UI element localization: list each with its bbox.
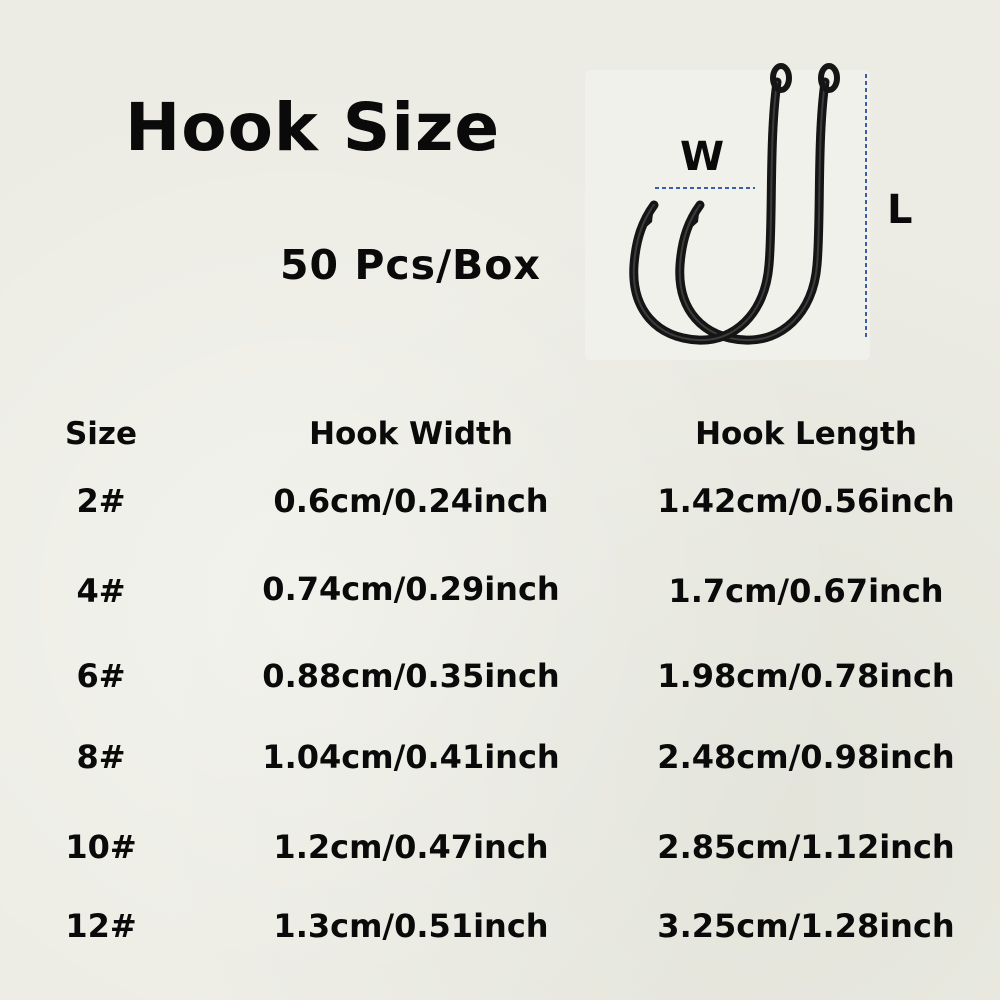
row-size: 6# xyxy=(76,657,126,695)
row-hook-width: 1.3cm/0.51inch xyxy=(273,907,549,945)
row-hook-length: 2.48cm/0.98inch xyxy=(657,738,955,776)
header-hook-width: Hook Width xyxy=(309,416,513,452)
row-hook-length: 2.85cm/1.12inch xyxy=(657,828,955,866)
row-hook-width: 1.04cm/0.41inch xyxy=(262,738,560,776)
header-hook-length: Hook Length xyxy=(695,416,917,452)
row-hook-length: 1.7cm/0.67inch xyxy=(668,572,944,610)
row-size: 2# xyxy=(76,482,126,520)
row-size: 12# xyxy=(65,907,137,945)
row-hook-width: 0.88cm/0.35inch xyxy=(262,657,560,695)
row-size: 10# xyxy=(65,828,137,866)
row-size: 8# xyxy=(76,738,126,776)
width-label: W xyxy=(680,134,725,180)
row-hook-width: 0.74cm/0.29inch xyxy=(262,570,560,608)
row-hook-length: 1.98cm/0.78inch xyxy=(657,657,955,695)
pieces-per-box: 50 Pcs/Box xyxy=(280,241,541,289)
header-size: Size xyxy=(64,416,138,452)
row-size: 4# xyxy=(76,572,126,610)
row-hook-length: 1.42cm/0.56inch xyxy=(657,482,955,520)
row-hook-width: 0.6cm/0.24inch xyxy=(273,482,549,520)
row-hook-width: 1.2cm/0.47inch xyxy=(273,828,549,866)
length-label: L xyxy=(887,187,913,233)
row-hook-length: 3.25cm/1.28inch xyxy=(657,907,955,945)
page-title: Hook Size xyxy=(125,89,501,166)
